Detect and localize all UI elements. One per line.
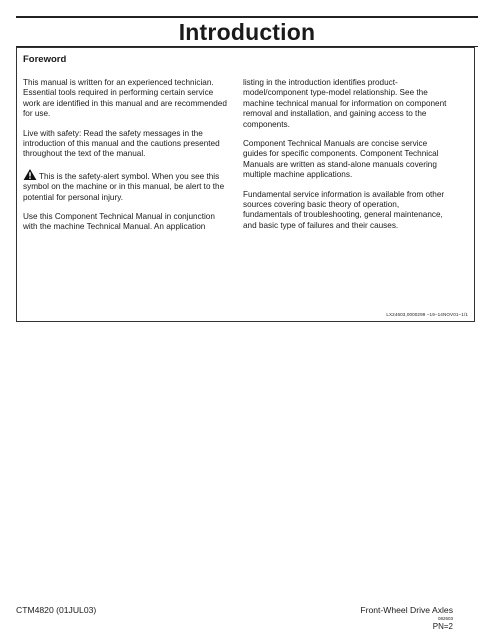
right-column [243, 78, 448, 240]
left-column [23, 78, 228, 242]
safety-alert-text: This is the safety-alert symbol. When you see this symbol on the machine or in this manual, be alert to the potential for personal injury. [23, 171, 225, 202]
paragraph-audience: This manual is written for an experienced technician. Essential tools required in performing certain service work are identified in this manual and are recommended for use. [23, 78, 227, 119]
paragraph-listing: listing in the introduction identifies product-model/component type-model relationship. See the machine technical manual for information on component removal and installation, and gaining access to the components. [243, 78, 447, 129]
section-heading: Foreword [23, 54, 67, 65]
footer-page-number: PN=2 [432, 622, 453, 631]
foreword-section [16, 47, 475, 322]
footer-small-date: 082603 [437, 616, 453, 621]
safety-alert-triangle-icon [23, 169, 37, 180]
paragraph-usage: Use this Component Technical Manual in conjunction with the machine Technical Manual. An application [23, 212, 215, 232]
page-title-bar [16, 16, 478, 47]
footer-right [360, 605, 453, 631]
footer-manual-id: CTM4820 (01JUL03) [16, 605, 97, 615]
paragraph-safety-alert [23, 169, 228, 203]
paragraph-component-manuals: Component Technical Manuals are concise service guides for specific components. Component Technical Manuals are written as stand-alone manuals covering multiple machine applications. [243, 139, 439, 180]
footer-manual-title: Front-Wheel Drive Axles [360, 605, 453, 615]
paragraph-safety: Live with safety: Read the safety messages in the introduction of this manual and the cautions presented throughout the text of the manual. [23, 128, 220, 159]
paragraph-fundamentals: Fundamental service information is available from other sources covering basic theory of operation, fundamentals of troubleshooting, general maintenance, and basic type of failures and their causes. [243, 189, 445, 230]
page-title: Introduction [178, 18, 316, 45]
reference-code: LX24603,0000299 −19−14NOV01−1/1 [386, 312, 468, 317]
